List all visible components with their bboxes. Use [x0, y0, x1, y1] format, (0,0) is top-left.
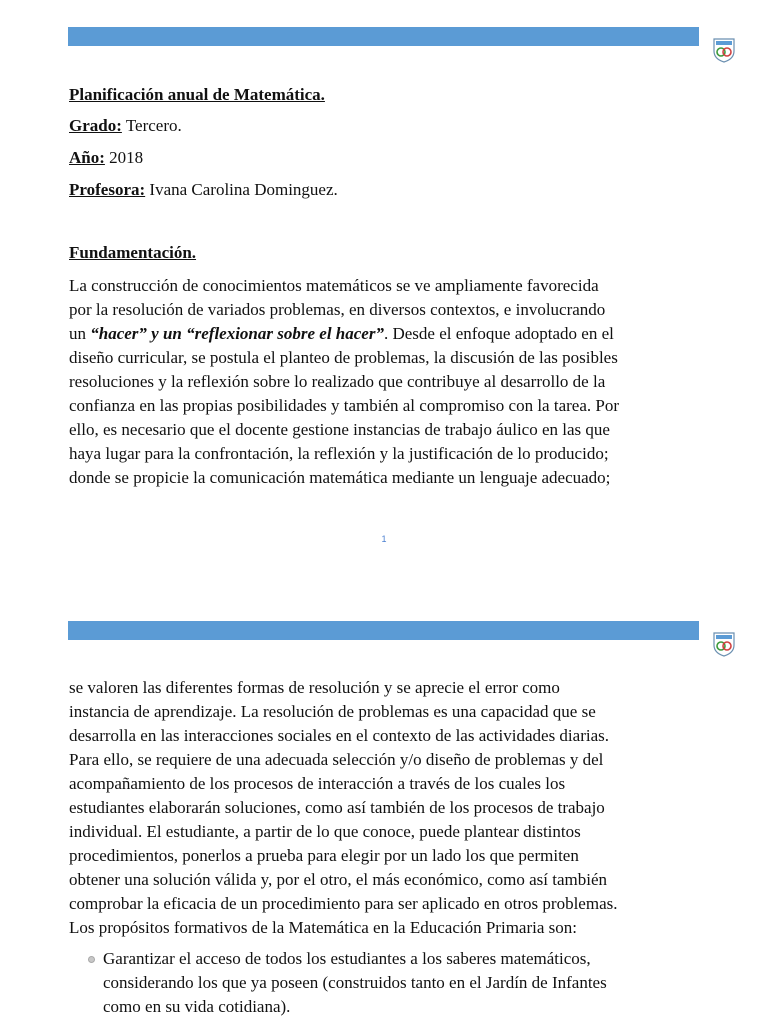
document-page-2	[0, 590, 768, 1024]
document-title	[69, 85, 325, 105]
year-label: Año:	[69, 148, 105, 167]
teacher-label: Profesora:	[69, 180, 146, 199]
continuation-paragraph	[69, 676, 709, 940]
emphasis-text: “hacer” y un “reflexionar sobre el hacer”	[90, 324, 384, 343]
paragraph-line: individual. El estudiante, a partir de lo que conoce, puede plantear distintos	[69, 822, 581, 841]
paragraph-line: comprobar la eficacia de un procedimiento para ser aplicado en otros problemas.	[69, 894, 618, 913]
year-line	[69, 148, 143, 168]
paragraph-line: estudiantes elaborarán soluciones, como así también de los procesos de trabajo	[69, 798, 605, 817]
paragraph-line: instancia de aprendizaje. La resolución de problemas es una capacidad que se	[69, 702, 596, 721]
bullet-line: Garantizar el acceso de todos los estudiantes a los saberes matemáticos,	[103, 949, 591, 968]
paragraph-line-emphasis	[69, 322, 709, 346]
teacher-value: Ivana Carolina Dominguez.	[145, 180, 338, 199]
bullet-dot-icon	[88, 956, 95, 963]
header-bar	[68, 621, 699, 640]
grade-line	[69, 116, 182, 136]
paragraph-line: se valoren las diferentes formas de resolución y se aprecie el error como	[69, 678, 560, 697]
bullet-text	[103, 947, 607, 1019]
page-number: 1	[381, 534, 387, 544]
year-value: 2018	[104, 148, 144, 167]
paragraph-line: diseño curricular, se postula el planteo de problemas, la discusión de las posibles	[69, 348, 618, 367]
paragraph-line: acompañamiento de los procesos de interacción a través de los cuales los	[69, 774, 566, 793]
grade-label: Grado:	[69, 116, 122, 135]
fundamentacion-paragraph	[69, 274, 709, 490]
school-shield-logo-icon	[712, 37, 736, 63]
bullet-line: como en su vida cotidiana).	[103, 997, 291, 1016]
document-title-text: Planificación anual de Matemática.	[69, 85, 325, 104]
paragraph-line: ello, es necesario que el docente gestione instancias de trabajo áulico en las que	[69, 420, 610, 439]
paragraph-line: Los propósitos formativos de la Matemática en la Educación Primaria son:	[69, 918, 577, 937]
paragraph-line: procedimientos, ponerlos a prueba para elegir por un lado los que permiten	[69, 846, 579, 865]
section-heading-text: Fundamentación.	[69, 243, 197, 262]
school-shield-logo-icon	[712, 631, 736, 657]
section-heading	[69, 243, 196, 263]
paragraph-line: La construcción de conocimientos matemáticos se ve ampliamente favorecida	[69, 276, 599, 295]
header-bar	[68, 27, 699, 46]
paragraph-line: obtener una solución válida y, por el otro, el más económico, como así también	[69, 870, 608, 889]
bullet-line: considerando los que ya poseen (construidos tanto en el Jardín de Infantes	[103, 973, 607, 992]
paragraph-line-start: un	[69, 324, 91, 343]
paragraph-line-tail: . Desde el enfoque adoptado en el	[383, 324, 614, 343]
paragraph-line: por la resolución de variados problemas, en diversos contextos, e involucrando	[69, 300, 606, 319]
paragraph-line: haya lugar para la confrontación, la reflexión y la justificación de lo producido;	[69, 444, 609, 463]
paragraph-line: Para ello, se requiere de una adecuada selección y/o diseño de problemas y del	[69, 750, 604, 769]
paragraph-line: donde se propicie la comunicación matemática mediante un lenguaje adecuado;	[69, 468, 611, 487]
teacher-line	[69, 180, 338, 200]
grade-value: Tercero.	[121, 116, 182, 135]
paragraph-line: desarrolla en las interacciones sociales en el contexto de las actividades diarias.	[69, 726, 609, 745]
paragraph-line: resoluciones y la reflexión sobre lo realizado que contribuye al desarrollo de la	[69, 372, 606, 391]
paragraph-line: confianza en las propias posibilidades y también al compromiso con la tarea. Por	[69, 396, 619, 415]
